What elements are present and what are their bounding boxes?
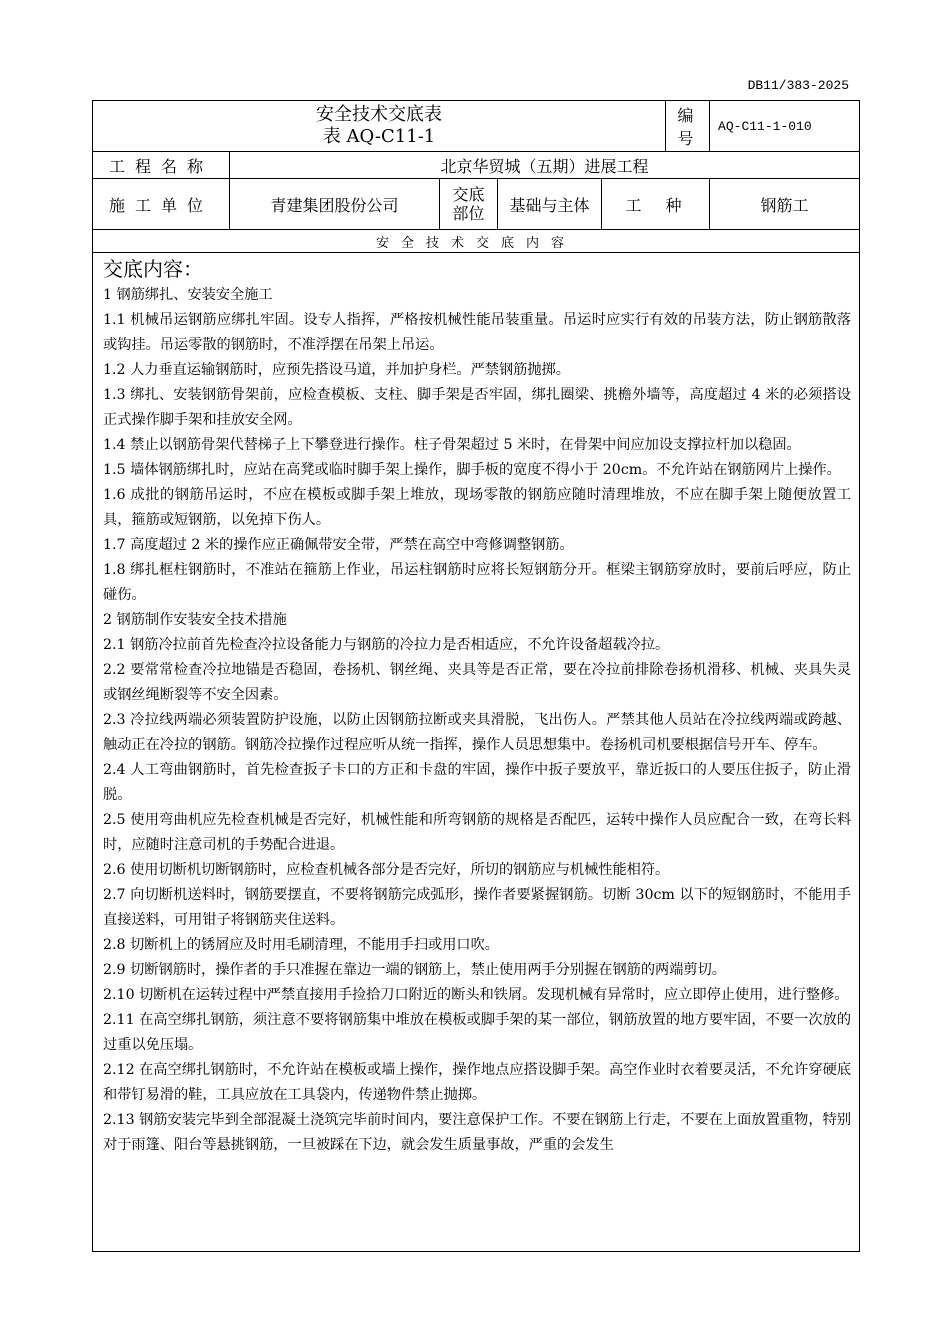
number-label: 编 号 [666, 101, 710, 152]
content-paragraph: 1.4 禁止以钢筋骨架代替梯子上下攀登进行操作。柱子骨架超过 5 米时，在骨架中间应加设支撑拉杆加以稳固。 [103, 437, 801, 453]
content-paragraph: 2.10 切断机在运转过程中严禁直接用手捡拾刀口附近的断头和铁屑。发现机械有异常时，应立即停止使用，进行整修。 [103, 987, 849, 1003]
form-subtitle: 表 AQ-C11-1 [322, 126, 436, 147]
content-paragraph: 1.6 成批的钢筋吊运时，不应在模板或脚手架上堆放，现场零散的钢筋应随时清理堆放，不应在脚手架上随便放置工具，箍筋或短钢筋，以免掉下伤人。 [103, 487, 852, 528]
project-label: 工程名称 [93, 152, 230, 179]
content-paragraph: 1 钢筋绑扎、安装安全施工 [103, 287, 273, 303]
form-title-cell [93, 101, 666, 152]
part-value: 基础与主体 [498, 179, 602, 230]
standard-code: DB11/383-2025 [747, 78, 849, 93]
content-paragraph: 1.7 高度超过 2 米的操作应正确佩带安全带，严禁在高空中弯修调整钢筋。 [103, 537, 574, 553]
part-label [440, 179, 498, 230]
unit-label: 施工单位 [93, 179, 230, 230]
content-paragraph: 2.4 人工弯曲钢筋时，首先检查扳子卡口的方正和卡盘的牢固，操作中扳子要放平，靠近扳口的人要压住扳子，防止滑脱。 [103, 762, 852, 803]
safety-briefing-form [92, 100, 860, 1252]
content-paragraph: 2 钢筋制作安装安全技术措施 [103, 612, 287, 628]
number-value: AQ-C11-1-010 [710, 101, 860, 152]
part-label-line-2: 部位 [452, 204, 485, 223]
content-paragraph: 2.11 在高空绑扎钢筋，须注意不要将钢筋集中堆放在模板或脚手架的某一部位，钢筋放置的地方要牢固，不要一次放的过重以免压塌。 [103, 1012, 852, 1053]
content-paragraph: 2.13 钢筋安装完毕到全部混凝土浇筑完毕前时间内，要注意保护工作。不要在钢筋上行走，不要在上面放置重物，特别对于雨篷、阳台等悬挑钢筋，一旦被踩在下边，就会发生质量事故，严重的会发生 [103, 1112, 852, 1153]
unit-value: 青建集团股份公司 [230, 179, 440, 230]
content-paragraph: 2.3 冷拉线两端必须装置防护设施，以防止因钢筋拉断或夹具滑脱，飞出伤人。严禁其他人员站在冷拉线两端或跨越、触动正在冷拉的钢筋。钢筋冷拉操作过程应听从统一指挥，操作人员思想集中。卷扬机司机要根据信号开车、停车。 [103, 712, 852, 753]
content-title: 交底内容： [103, 257, 203, 281]
part-label-line-1: 交底 [452, 185, 485, 204]
briefing-content [103, 257, 851, 1247]
briefing-content-cell [93, 253, 860, 1252]
content-paragraph: 1.8 绑扎框柱钢筋时，不准站在箍筋上作业，吊运柱钢筋时应将长短钢筋分开。框梁主钢筋穿放时，要前后呼应，防止碰伤。 [103, 562, 852, 603]
content-paragraph: 2.2 要常常检查冷拉地锚是否稳固，卷扬机、钢丝绳、夹具等是否正常，要在冷拉前排除卷扬机滑移、机械、夹具失灵或钢丝绳断裂等不安全因素。 [103, 662, 852, 703]
content-paragraph: 2.5 使用弯曲机应先检查机械是否完好，机械性能和所弯钢筋的规格是否配匹，运转中操作人员应配合一致，在弯长料时，应随时注意司机的手势配合进退。 [103, 812, 852, 853]
content-paragraph: 2.6 使用切断机切断钢筋时，应检查机械各部分是否完好，所切的钢筋应与机械性能相符。 [103, 862, 670, 878]
content-paragraph: 2.8 切断机上的锈屑应及时用毛刷清理，不能用手扫或用口吹。 [103, 937, 499, 953]
content-paragraph: 1.2 人力垂直运输钢筋时，应预先搭设马道，并加护身栏。严禁钢筋抛掷。 [103, 362, 570, 378]
content-paragraph: 1.5 墙体钢筋绑扎时，应站在高凳或临时脚手架上操作，脚手板的宽度不得小于 20cm。不允许站在钢筋网片上操作。 [103, 462, 841, 478]
content-paragraph: 2.12 在高空绑扎钢筋时，不允许站在模板或墙上操作，操作地点应搭设脚手架。高空作业时衣着要灵活，不允许穿硬底和带钉易滑的鞋，工具应放在工具袋内，传递物件禁止抛掷。 [103, 1062, 852, 1103]
content-paragraph: 2.9 切断钢筋时，操作者的手只准握在靠边一端的钢筋上，禁止使用两手分别握在钢筋的两端剪切。 [103, 962, 726, 978]
paragraph-list [103, 283, 851, 1158]
section-heading: 安全技术交底内容 [93, 230, 860, 253]
form-title: 安全技术交底表 [316, 104, 443, 125]
content-paragraph: 1.1 机械吊运钢筋应绑扎牢固。设专人指挥，严格按机械性能吊装重量。吊运时应实行有效的吊装方法，防止钢筋散落或钩挂。吊运零散的钢筋时，不准浮摆在吊架上吊运。 [103, 312, 852, 353]
content-paragraph: 2.1 钢筋冷拉前首先检查冷拉设备能力与钢筋的冷拉力是否相适应，不允许设备超载冷拉。 [103, 637, 670, 653]
trade-label: 工 种 [602, 179, 710, 230]
project-value: 北京华贸城（五期）进展工程 [230, 152, 860, 179]
content-paragraph: 2.7 向切断机送料时，钢筋要摆直，不要将钢筋完成弧形，操作者要紧握钢筋。切断 30cm 以下的短钢筋时，不能用手直接送料，可用钳子将钢筋夹住送料。 [103, 887, 852, 928]
content-paragraph: 1.3 绑扎、安装钢筋骨架前，应检查模板、支柱、脚手架是否牢固，绑扎圈梁、挑檐外墙等，高度超过 4 米的必须搭设正式操作脚手架和挂放安全网。 [103, 387, 852, 428]
trade-value: 钢筋工 [710, 179, 860, 230]
